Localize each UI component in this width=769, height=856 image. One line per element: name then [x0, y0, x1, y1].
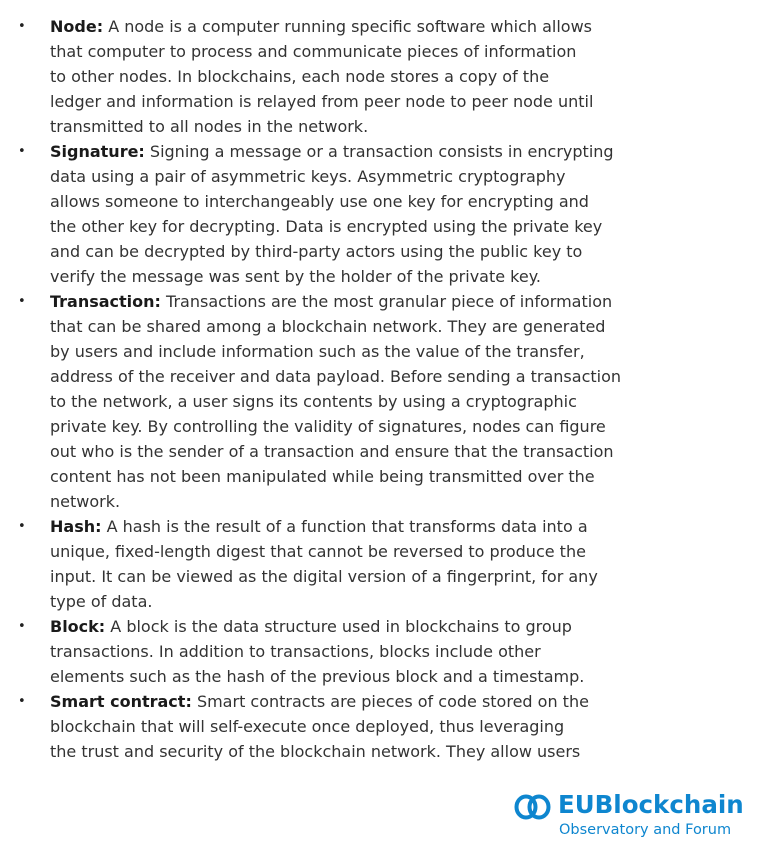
- glossary-list: [0, 14, 769, 764]
- glossary-line: verify the message was sent by the holder of the private key.: [50, 267, 541, 286]
- glossary-line: unique, fixed-length digest that cannot be reversed to produce the: [50, 542, 586, 561]
- bullet-icon: •: [18, 294, 26, 309]
- glossary-text: Signing a message or a transaction consists in encrypting: [149, 142, 614, 161]
- logo-title: EUBlockchain: [558, 790, 744, 819]
- glossary-text: A node is a computer running specific software which allows: [108, 17, 593, 36]
- interlocked-rings-icon: [513, 793, 553, 821]
- glossary-text: Transactions are the most granular piece of information: [166, 292, 613, 311]
- glossary-line: the other key for decrypting. Data is encrypted using the private key: [50, 217, 603, 236]
- glossary-line: and can be decrypted by third-party actors using the public key to: [50, 242, 583, 261]
- glossary-line: by users and include information such as the value of the transfer,: [50, 342, 585, 361]
- glossary-line: transmitted to all nodes in the network.: [50, 117, 369, 136]
- glossary-line: [50, 614, 769, 639]
- glossary-term: Transaction:: [50, 292, 161, 311]
- glossary-item-node: [0, 14, 769, 139]
- glossary-line: [50, 514, 769, 539]
- glossary-line: transactions. In addition to transactions, blocks include other: [50, 642, 541, 661]
- glossary-line: [50, 139, 769, 164]
- glossary-line: that can be shared among a blockchain network. They are generated: [50, 317, 606, 336]
- glossary-term: Block:: [50, 617, 106, 636]
- glossary-line: to the network, a user signs its contents by using a cryptographic: [50, 392, 577, 411]
- glossary-line: allows someone to interchangeably use one key for encrypting and: [50, 192, 589, 211]
- glossary-line: network.: [50, 492, 121, 511]
- bullet-icon: •: [18, 19, 26, 34]
- glossary-line: private key. By controlling the validity of signatures, nodes can figure: [50, 417, 606, 436]
- glossary-line: input. It can be viewed as the digital version of a fingerprint, for any: [50, 567, 598, 586]
- glossary-line: the trust and security of the blockchain network. They allow users: [50, 742, 581, 761]
- glossary-line: [50, 14, 769, 39]
- glossary-term: Hash:: [50, 517, 102, 536]
- bullet-icon: •: [18, 144, 26, 159]
- glossary-line: out who is the sender of a transaction and ensure that the transaction: [50, 442, 614, 461]
- eublockchain-logo: [513, 790, 763, 843]
- bullet-icon: •: [18, 619, 26, 634]
- glossary-item-transaction: [0, 289, 769, 514]
- glossary-line: data using a pair of asymmetric keys. Asymmetric cryptography: [50, 167, 566, 186]
- glossary-text: Smart contracts are pieces of code stored on the: [196, 692, 589, 711]
- glossary-item-hash: [0, 514, 769, 614]
- glossary-line: [50, 689, 769, 714]
- glossary-line: elements such as the hash of the previous block and a timestamp.: [50, 667, 585, 686]
- logo-subtitle: Observatory and Forum: [559, 822, 732, 838]
- glossary-text: A block is the data structure used in blockchains to group: [110, 617, 572, 636]
- glossary-content: [0, 14, 769, 764]
- glossary-line: address of the receiver and data payload. Before sending a transaction: [50, 367, 622, 386]
- glossary-term: Signature:: [50, 142, 145, 161]
- bullet-icon: •: [18, 519, 26, 534]
- glossary-line: to other nodes. In blockchains, each node stores a copy of the: [50, 67, 550, 86]
- glossary-line: content has not been manipulated while being transmitted over the: [50, 467, 595, 486]
- glossary-term: Node:: [50, 17, 104, 36]
- glossary-item-smart-contract: [0, 689, 769, 764]
- glossary-line: type of data.: [50, 592, 153, 611]
- bullet-icon: •: [18, 694, 26, 709]
- glossary-item-signature: [0, 139, 769, 289]
- glossary-line: blockchain that will self-execute once deployed, thus leveraging: [50, 717, 565, 736]
- glossary-line: that computer to process and communicate pieces of information: [50, 42, 577, 61]
- glossary-text: A hash is the result of a function that transforms data into a: [106, 517, 588, 536]
- glossary-term: Smart contract:: [50, 692, 192, 711]
- glossary-item-block: [0, 614, 769, 689]
- glossary-line: ledger and information is relayed from peer node to peer node until: [50, 92, 594, 111]
- glossary-line: [50, 289, 769, 314]
